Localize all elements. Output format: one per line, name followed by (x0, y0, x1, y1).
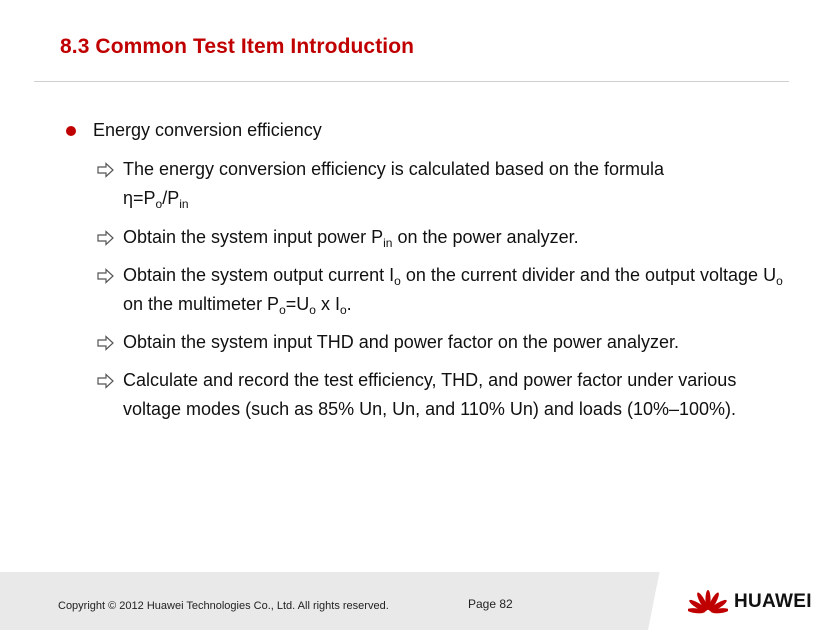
list-item (95, 328, 785, 357)
list-item (95, 155, 785, 213)
page-title: 8.3 Common Test Item Introduction (60, 35, 415, 58)
huawei-logo (688, 588, 812, 616)
bullet-label: Energy conversion efficiency (93, 120, 322, 140)
arrow-right-icon (95, 155, 117, 184)
formula-part: /P (162, 188, 180, 208)
item-text: Obtain the system input THD and power factor on the power analyzer. (123, 332, 679, 352)
arrow-right-icon (95, 261, 117, 290)
item-text: =U (285, 294, 310, 314)
item-text: The energy conversion efficiency is calculated based on the formula (123, 159, 664, 179)
item-subscript: o (339, 303, 347, 317)
item-text: Obtain the system input power P (123, 227, 384, 247)
arrow-right-icon (95, 223, 117, 252)
formula-subscript: o (155, 197, 163, 211)
item-subscript: o (279, 303, 286, 317)
item-text: on the current divider and the output voltage U (400, 265, 777, 285)
item-text: on the multimeter P (123, 294, 280, 314)
item-text: . (346, 294, 352, 314)
formula-part: η=P (123, 188, 156, 208)
item-text: on the power analyzer. (392, 227, 579, 247)
item-text: Calculate and record the test efficiency, THD, and power factor under various voltage modes (such as 85% Un, Un, and 110% Un) and loads (10%–100%). (123, 370, 737, 419)
item-text: Obtain the system output current I (123, 265, 395, 285)
arrow-right-icon (95, 328, 117, 357)
item-subscript: o (776, 274, 783, 288)
list-item (95, 366, 755, 424)
page-number: Page 82 (468, 597, 513, 611)
huawei-flower-icon (688, 588, 728, 616)
item-subscript: o (309, 303, 316, 317)
title-divider (34, 81, 789, 82)
item-subscript: in (383, 236, 393, 250)
bullet-dot-icon (66, 126, 76, 136)
item-text: x I (315, 294, 340, 314)
list-item (95, 261, 785, 319)
formula-subscript: in (179, 197, 189, 211)
list-item (95, 223, 785, 252)
logo-text: HUAWEI (734, 591, 812, 612)
item-subscript: o (394, 274, 401, 288)
bullet-energy-efficiency (66, 120, 322, 141)
arrow-right-icon (95, 366, 117, 395)
footer-bar (0, 572, 840, 630)
copyright-text: Copyright © 2012 Huawei Technologies Co., Ltd. All rights reserved. (58, 600, 389, 612)
